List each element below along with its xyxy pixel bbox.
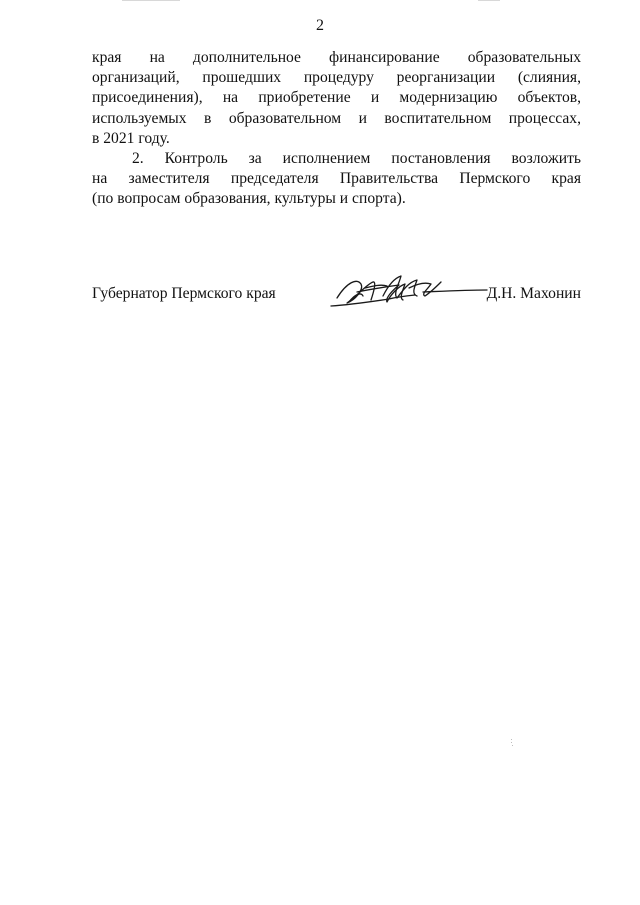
scan-speck	[511, 739, 512, 740]
signatory-position: Губернатор Пермского края	[92, 285, 276, 302]
text-line: присоединения), на приобретение и модернизацию объектов,	[92, 89, 581, 107]
scan-edge-line	[478, 0, 500, 1]
signature-block	[92, 280, 581, 320]
text-line: используемых в образовательном и воспитательном процессах,	[92, 109, 581, 127]
text-line: (по вопросам образования, культуры и спорта).	[92, 190, 406, 208]
scan-speck	[511, 742, 512, 743]
document-body	[92, 48, 581, 210]
scan-speck	[512, 745, 513, 746]
text-line: в 2021 году.	[92, 129, 170, 147]
scan-edge-line	[122, 0, 180, 1]
handwritten-signature	[327, 272, 492, 312]
page-number: 2	[316, 17, 324, 34]
text-line: края на дополнительное финансирование образовательных	[92, 49, 581, 66]
signatory-name: Д.Н. Махонин	[486, 285, 581, 302]
text-line: организаций, прошедших процедуру реорганизации (слияния,	[92, 69, 581, 87]
text-line: на заместителя председателя Правительства Пермского края	[92, 170, 581, 188]
text-line: 2. Контроль за исполнением постановления возложить	[132, 150, 581, 168]
